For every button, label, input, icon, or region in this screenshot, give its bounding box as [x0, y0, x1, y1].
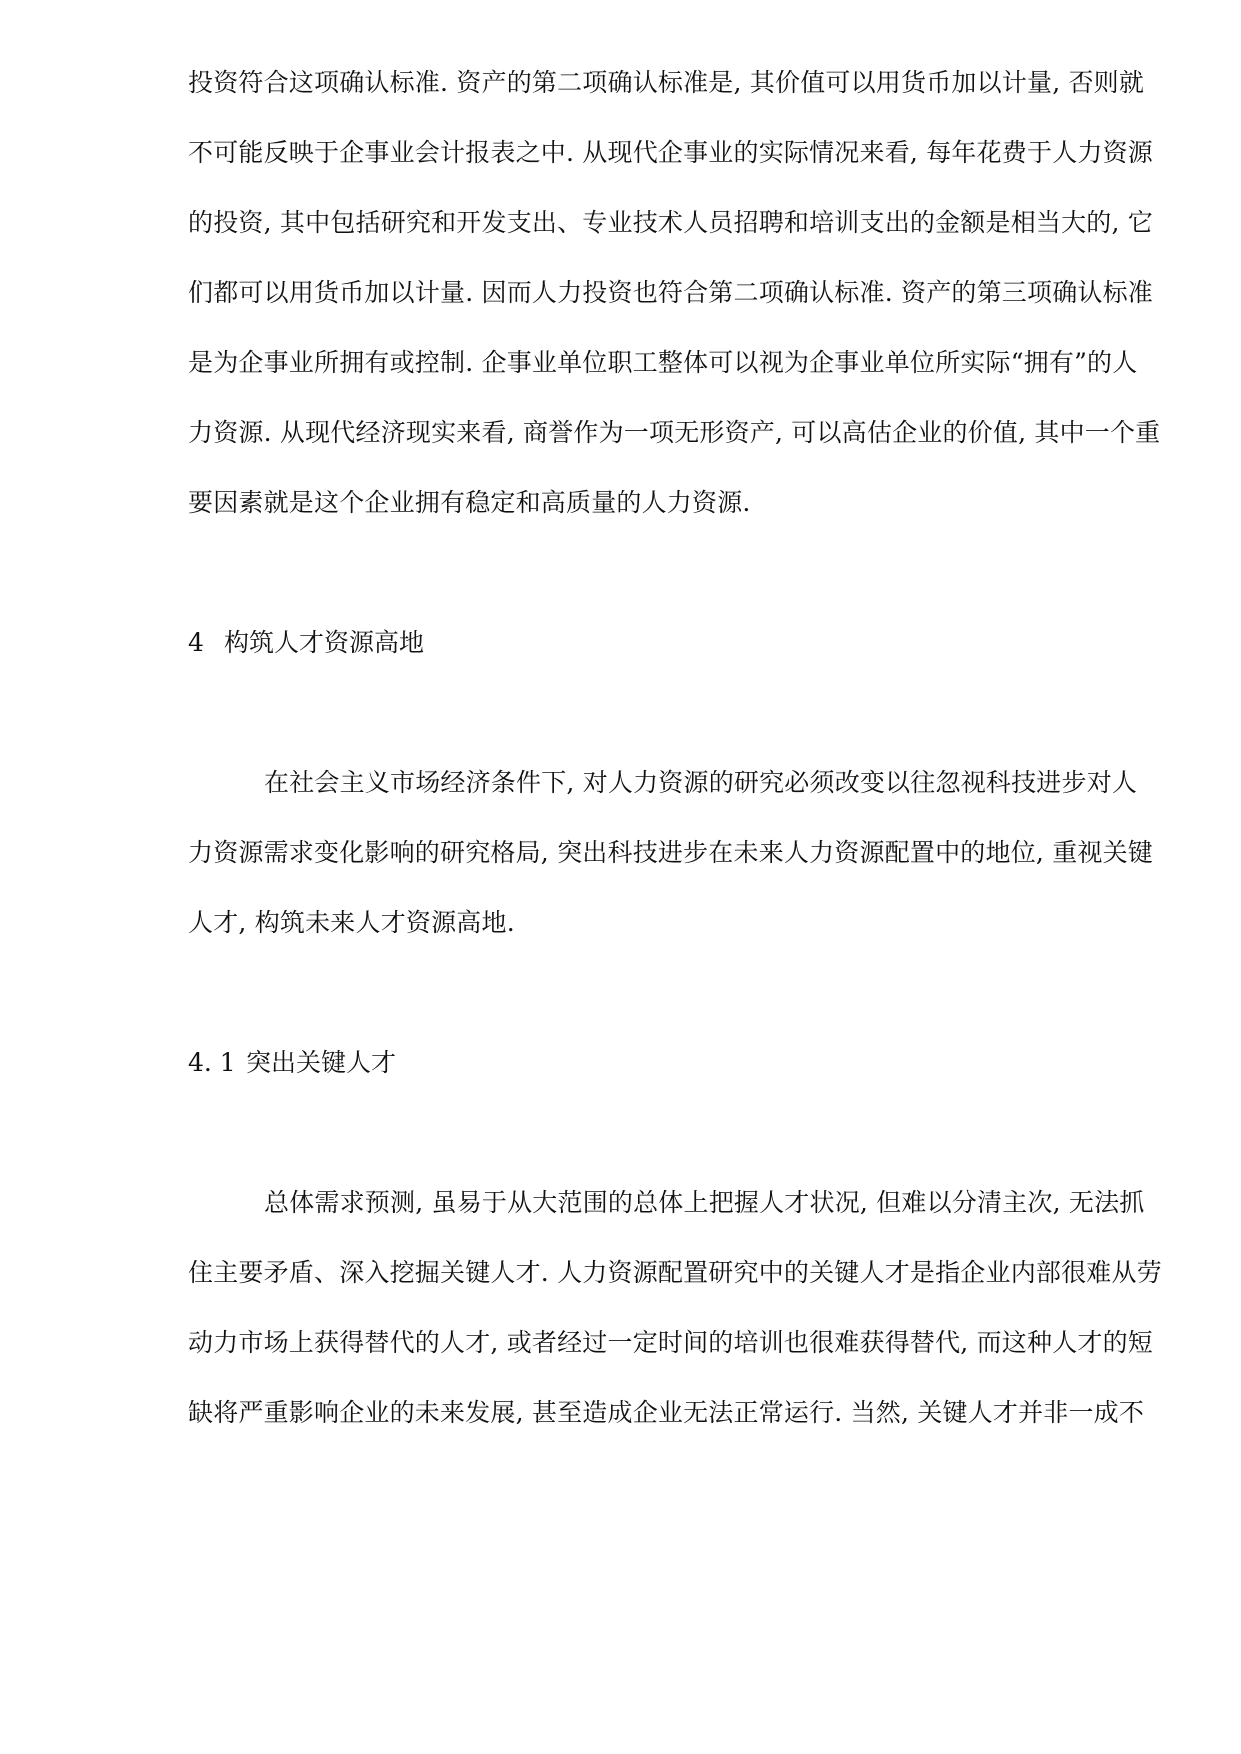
section-title: 突出关键人才 — [246, 1048, 397, 1077]
paragraph-line: 总体需求预测, 虽易于从大范围的总体上把握人才状况, 但难以分清主次, 无法抓 — [264, 1188, 1145, 1217]
paragraph-line: 不可能反映于企事业会计报表之中. 从现代企事业的实际情况来看, 每年花费于人力资源 — [188, 138, 1153, 167]
paragraph-line: 的投资, 其中包括研究和开发支出、专业技术人员招聘和培训支出的金额是相当大的, 它 — [188, 208, 1153, 237]
paragraph-line: 住主要矛盾、深入挖掘关键人才. 人力资源配置研究中的关键人才是指企业内部很难从劳 — [188, 1258, 1162, 1287]
section-heading-4 — [188, 626, 424, 660]
paragraph-line: 要因素就是这个企业拥有稳定和高质量的人力资源. — [188, 488, 751, 517]
paragraph-line: 们都可以用货币加以计量. 因而人力投资也符合第二项确认标准. 资产的第三项确认标准 — [188, 278, 1153, 307]
section-title: 构筑人才资源高地 — [224, 628, 425, 657]
paragraph-line: 是为企事业所拥有或控制. 企事业单位职工整体可以视为企事业单位所实际“拥有”的人 — [188, 348, 1138, 377]
paragraph-line: 动力市场上获得替代的人才, 或者经过一定时间的培训也很难获得替代, 而这种人才的短 — [188, 1328, 1153, 1357]
section-number: 4 — [188, 628, 204, 657]
section-heading-4-1 — [188, 1046, 396, 1080]
paragraph-line: 人才, 构筑未来人才资源高地. — [188, 908, 515, 937]
paragraph-line: 力资源需求变化影响的研究格局, 突出科技进步在未来人力资源配置中的地位, 重视关键 — [188, 838, 1153, 867]
section-number: 4. 1 — [188, 1048, 236, 1077]
paragraph-line: 投资符合这项确认标准. 资产的第二项确认标准是, 其价值可以用货币加以计量, 否则就 — [188, 68, 1145, 97]
paragraph-line: 缺将严重影响企业的未来发展, 甚至造成企业无法正常运行. 当然, 关键人才并非一成不 — [188, 1398, 1145, 1427]
paragraph-line: 力资源. 从现代经济现实来看, 商誉作为一项无形资产, 可以高估企业的价值, 其中一个重 — [188, 418, 1161, 447]
paragraph-line: 在社会主义市场经济条件下, 对人力资源的研究必须改变以往忽视科技进步对人 — [264, 768, 1138, 797]
